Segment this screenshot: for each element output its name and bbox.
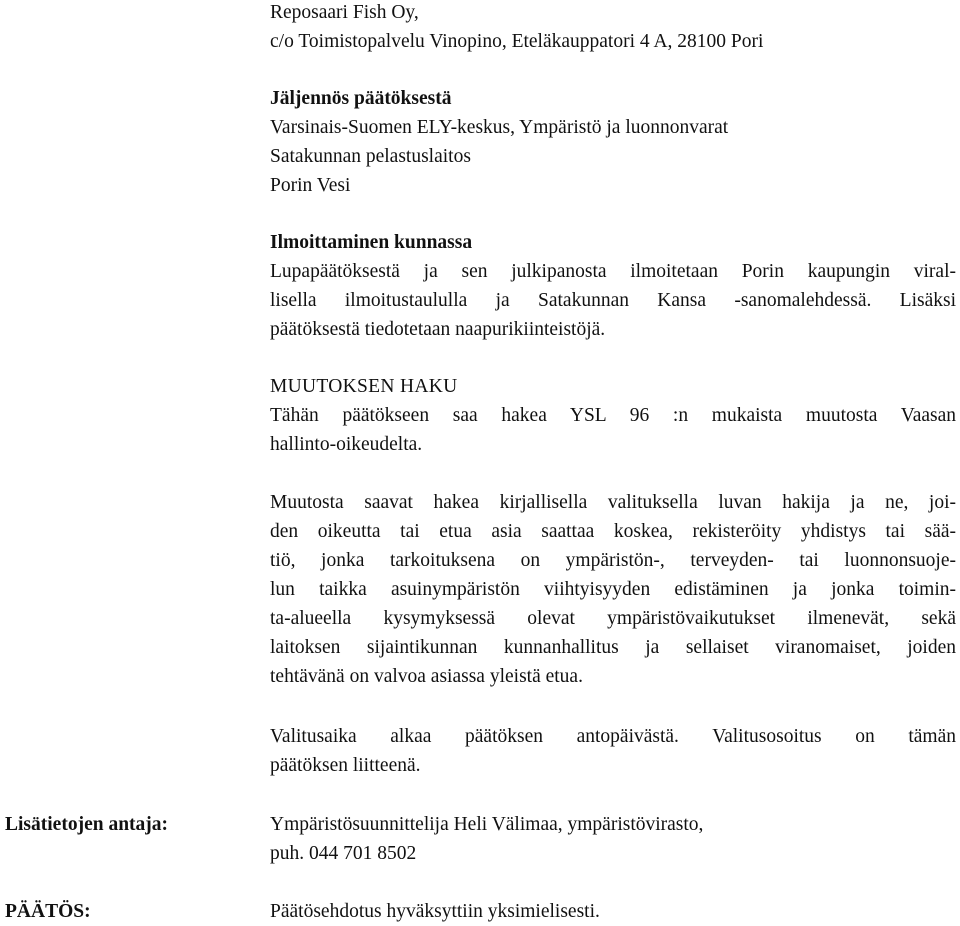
decision-label: PÄÄTÖS: <box>5 901 91 922</box>
copies-block <box>270 84 956 200</box>
appeal-body-line: lun taikka asuinympäristön viihtyisyyden edistäminen ja jonka toimin- <box>270 579 956 600</box>
announcement-line: lisella ilmoitustaululla ja Satakunnan Kansa -sanomalehdessä. Lisäksi <box>270 290 956 311</box>
appeal-block <box>270 372 956 459</box>
announcement-block <box>270 228 956 344</box>
appeal-body-line: den oikeutta tai etua asia saattaa koskea, rekisteröity yhdistys tai sää- <box>270 521 956 542</box>
contact-phone: puh. 044 701 8502 <box>270 843 417 864</box>
decision-text: Päätösehdotus hyväksyttiin yksimielisesti. <box>270 901 600 922</box>
contact-block <box>270 810 956 868</box>
announcement-line: päätöksestä tiedotetaan naapurikiinteistöjä. <box>270 319 606 340</box>
contact-label: Lisätietojen antaja: <box>5 814 169 835</box>
copies-recipient: Satakunnan pelastuslaitos <box>270 146 471 167</box>
appeal-period-line: päätöksen liitteenä. <box>270 755 421 776</box>
announcement-line: Lupapäätöksestä ja sen julkipanosta ilmoitetaan Porin kaupungin viral- <box>270 261 956 282</box>
appeal-intro-line: Tähän päätökseen saa hakea YSL 96 :n mukaista muutosta Vaasan <box>270 405 956 426</box>
appeal-period-block <box>270 722 956 780</box>
appeal-period-line: Valitusaika alkaa päätöksen antopäivästä. Valitusosoitus on tämän <box>270 726 956 747</box>
address-block <box>270 0 956 56</box>
decision-block <box>270 897 956 926</box>
appeal-body-block <box>270 488 956 691</box>
appeal-body-line: Muutosta saavat hakea kirjallisella valituksella luvan hakija ja ne, joi- <box>270 492 956 513</box>
copies-recipient: Varsinais-Suomen ELY-keskus, Ympäristö ja luonnonvarat <box>270 117 729 138</box>
contact-name: Ympäristösuunnittelija Heli Välimaa, ympäristövirasto, <box>270 814 704 835</box>
appeal-heading: MUUTOKSEN HAKU <box>270 376 458 397</box>
appeal-body-line: tiö, jonka tarkoituksena on ympäristön-, terveyden- tai luonnonsuoje- <box>270 550 956 571</box>
address-company: Reposaari Fish Oy, <box>270 2 419 23</box>
appeal-body-line: ta-alueella kysymyksessä olevat ympäristövaikutukset ilmenevät, sekä <box>270 608 956 629</box>
appeal-intro-line: hallinto-oikeudelta. <box>270 434 423 455</box>
copies-recipient: Porin Vesi <box>270 175 351 196</box>
announcement-heading: Ilmoittaminen kunnassa <box>270 232 473 253</box>
copies-heading: Jäljennös päätöksestä <box>270 88 452 109</box>
appeal-body-line: laitoksen sijaintikunnan kunnanhallitus ja sellaiset viranomaiset, joiden <box>270 637 956 658</box>
appeal-body-line: tehtävänä on valvoa asiassa yleistä etua. <box>270 666 583 687</box>
address-street: c/o Toimistopalvelu Vinopino, Eteläkauppatori 4 A, 28100 Pori <box>270 31 764 52</box>
